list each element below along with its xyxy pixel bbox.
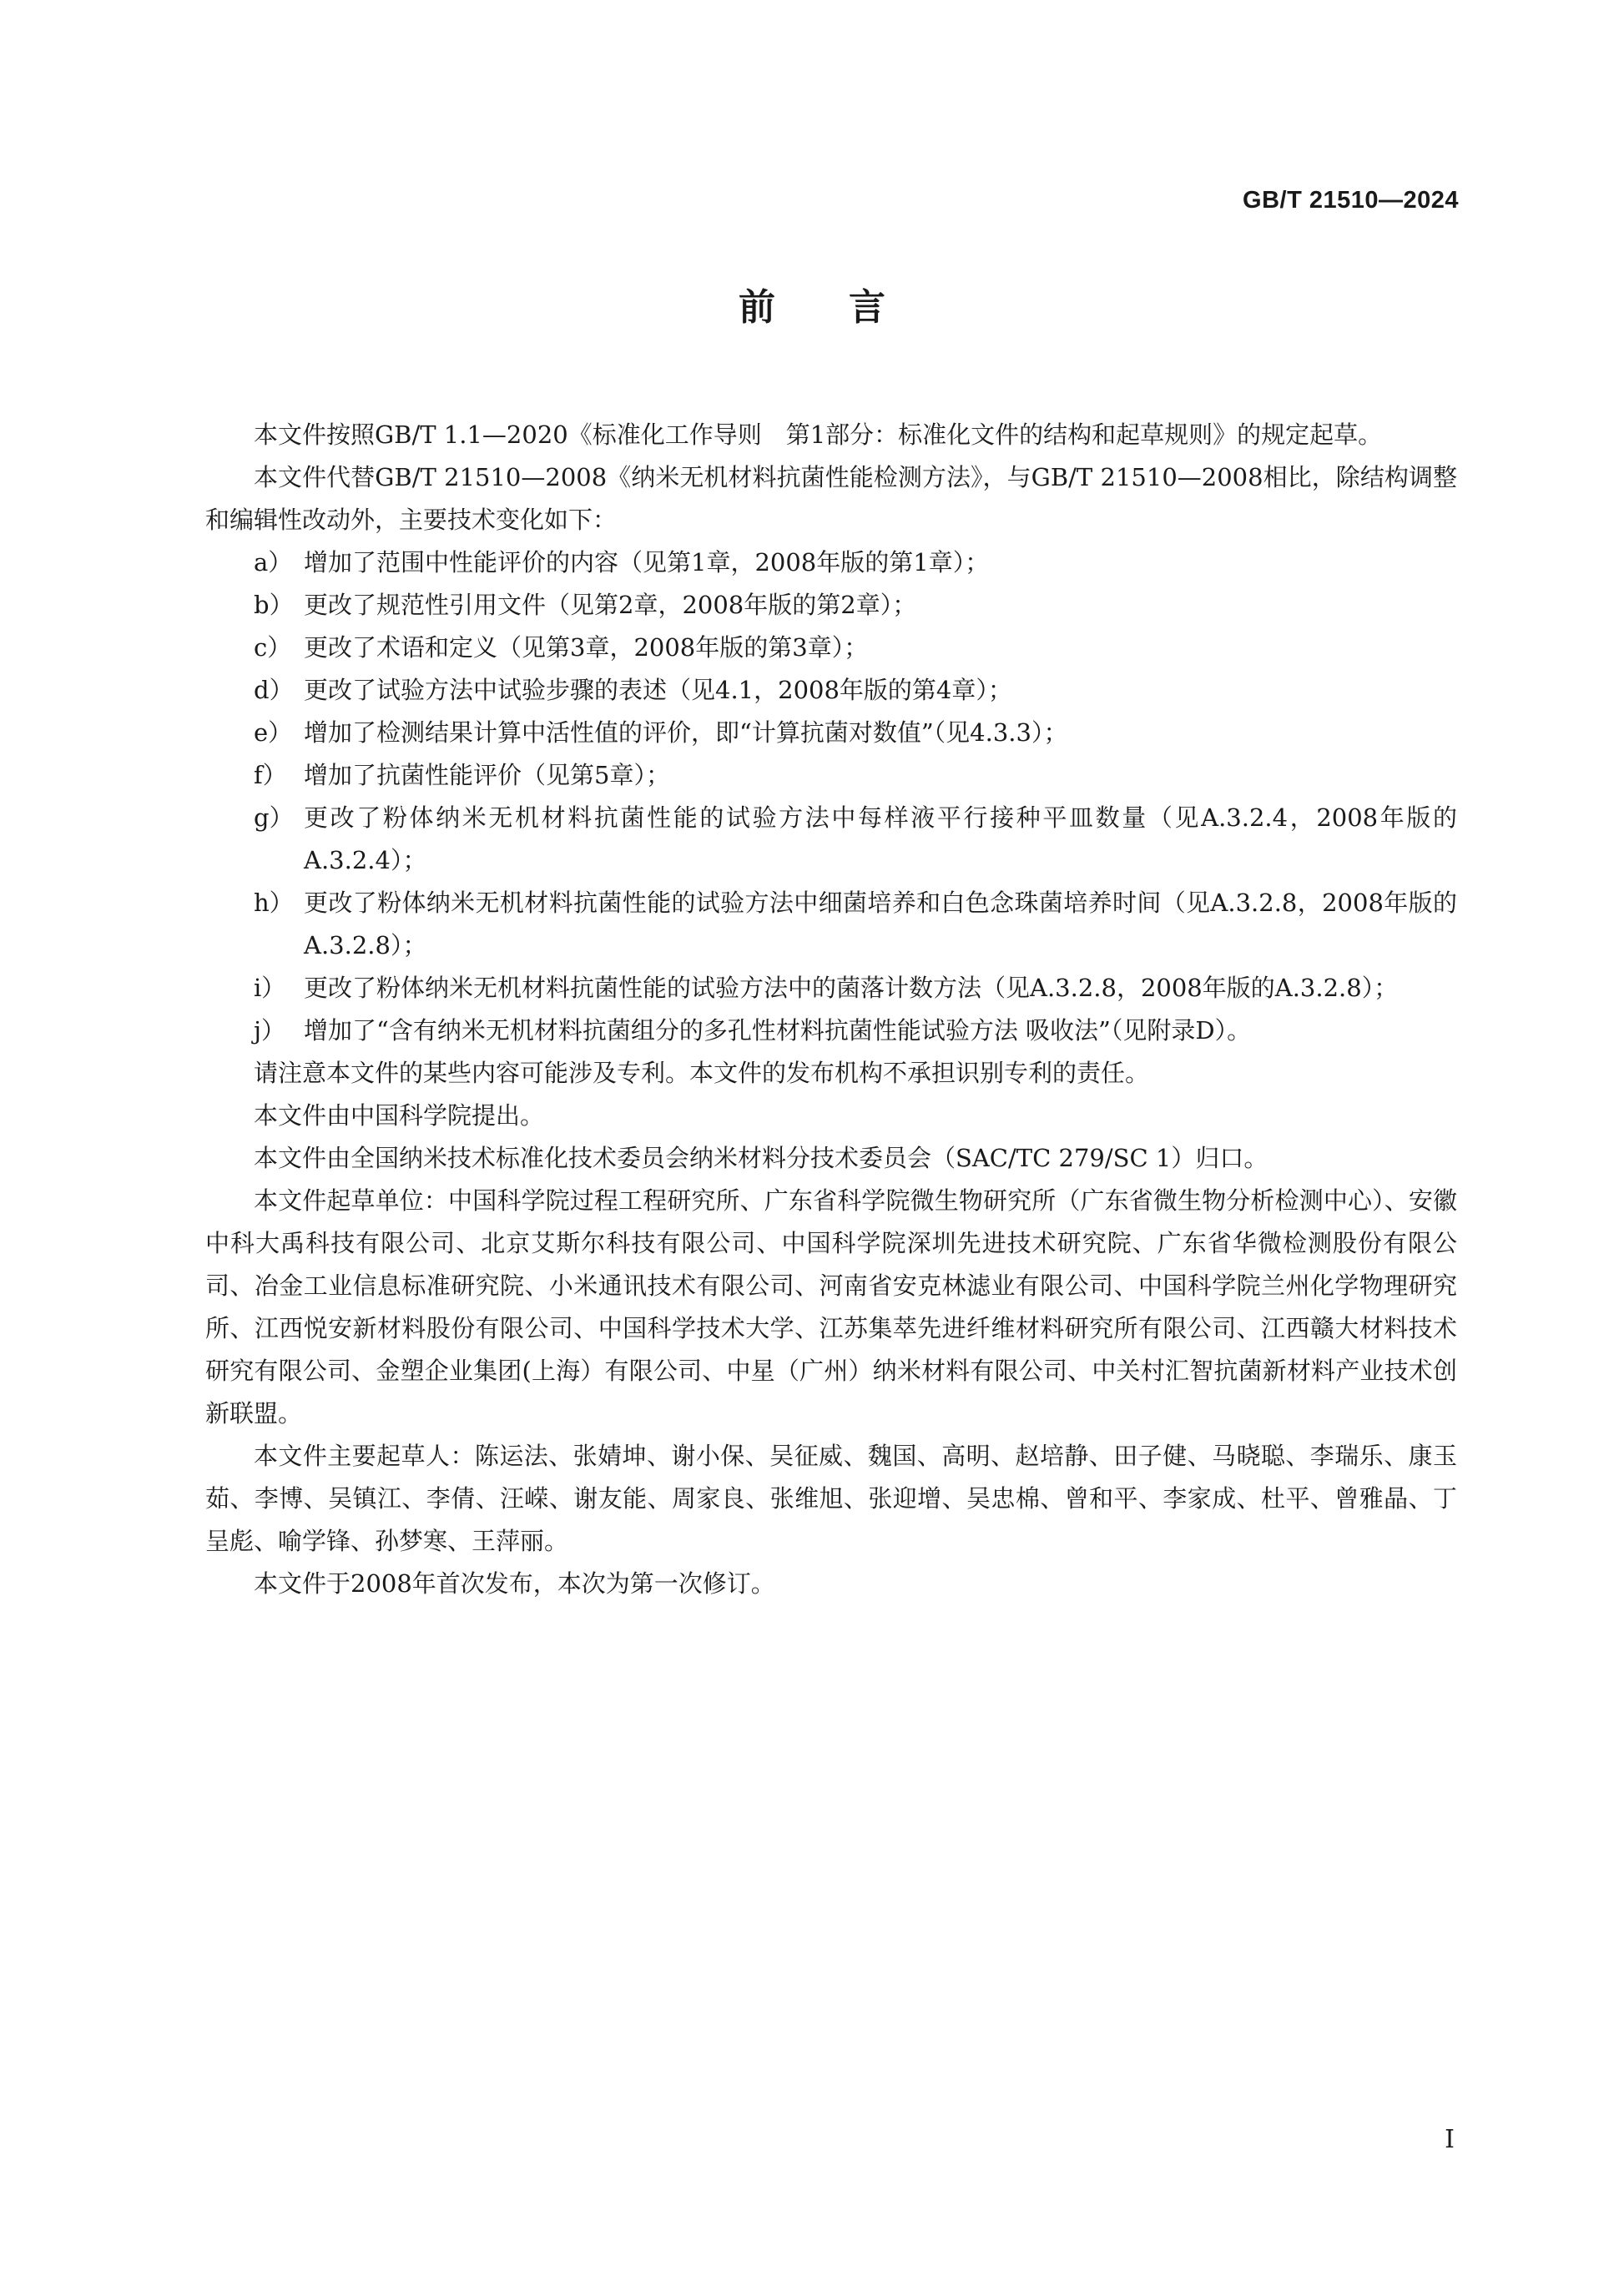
list-text: 增加了抗菌性能评价（见第5章）；	[304, 761, 670, 789]
list-text: 更改了粉体纳米无机材料抗菌性能的试验方法中细菌培养和白色念珠菌培养时间（见A.3.2.8，2008年版的A.3.2.8）；	[304, 889, 1457, 959]
list-text: 更改了粉体纳米无机材料抗菌性能的试验方法中的菌落计数方法（见A.3.2.8，2008年版的A.3.2.8）；	[304, 974, 1399, 1002]
paragraph-drafters: 本文件主要起草人：陈运法、张婧坤、谢小保、吴征威、魏国、高明、赵培静、田子健、马晓聪、李瑞乐、康玉茹、李博、吴镇江、李倩、汪嵘、谢友能、周家良、张维旭、张迎增、吴忠棉、曾和平、李家成、杜平、曾雅晶、丁呈彪、喻学锋、孙梦寒、王萍丽。	[205, 1442, 1457, 1555]
list-text: 更改了粉体纳米无机材料抗菌性能的试验方法中每样液平行接种平皿数量（见A.3.2.4，2008年版的A.3.2.4）；	[304, 803, 1457, 874]
list-text: 更改了规范性引用文件（见第2章，2008年版的第2章）；	[304, 591, 917, 619]
paragraph-responsible-committee: 本文件由全国纳米技术标准化技术委员会纳米材料分技术委员会（SAC/TC 279/SC 1）归口。	[254, 1144, 1268, 1172]
paragraph-publication-history: 本文件于2008年首次发布，本次为第一次修订。	[254, 1569, 775, 1598]
list-item	[205, 712, 1457, 754]
list-item	[205, 882, 1457, 967]
list-item	[205, 1010, 1457, 1052]
list-text: 更改了术语和定义（见第3章，2008年版的第3章）；	[304, 633, 869, 662]
paragraph-proposer: 本文件由中国科学院提出。	[254, 1101, 545, 1130]
list-marker: a）	[254, 548, 293, 577]
page-title-char: 言	[849, 286, 885, 329]
list-item	[205, 669, 1457, 712]
paragraph-patent-notice: 请注意本文件的某些内容可能涉及专利。本文件的发布机构不承担识别专利的责任。	[254, 1059, 1150, 1087]
list-item	[205, 754, 1457, 797]
list-marker: j）	[254, 1016, 285, 1045]
list-marker: i）	[254, 974, 286, 1002]
page-number: I	[1445, 2125, 1455, 2154]
paragraph-replaces: 本文件代替GB/T 21510—2008《纳米无机材料抗菌性能检测方法》，与GB/T 21510—2008相比，除结构调整和编辑性改动外，主要技术变化如下：	[205, 463, 1457, 534]
list-text: 增加了范围中性能评价的内容（见第1章，2008年版的第1章）；	[304, 548, 990, 577]
standard-number: GB/T 21510—2024	[1243, 187, 1459, 214]
paragraph-drafting-organizations: 本文件起草单位：中国科学院过程工程研究所、广东省科学院微生物研究所（广东省微生物分析检测中心）、安徽中科大禹科技有限公司、北京艾斯尔科技有限公司、中国科学院深圳先进技术研究院、广东省华微检测股份有限公司、冶金工业信息标准研究院、小米通讯技术有限公司、河南省安克林滤业有限公司、中国科学院兰州化学物理研究所、江西悦安新材料股份有限公司、中国科学技术大学、江苏集萃先进纤维材料研究所有限公司、江西赣大材料技术研究有限公司、金塑企业集团(上海）有限公司、中星（广州）纳米材料有限公司、中关村汇智抗菌新材料产业技术创新联盟。	[205, 1186, 1457, 1427]
page-title-char: 前	[739, 286, 775, 329]
list-item	[205, 797, 1457, 882]
list-marker: e）	[254, 718, 293, 747]
list-item	[205, 584, 1457, 627]
list-marker: d）	[254, 676, 294, 704]
list-marker: g）	[254, 803, 294, 832]
list-item	[205, 627, 1457, 669]
paragraph-drafting-rules: 本文件按照GB/T 1.1—2020《标准化工作导则 第1部分：标准化文件的结构和起草规则》的规定起草。	[254, 420, 1383, 449]
list-marker: b）	[254, 591, 294, 619]
list-marker: c）	[254, 633, 292, 662]
list-text: 增加了检测结果计算中活性值的评价，即“计算抗菌对数值”（见4.3.3）；	[304, 718, 1068, 747]
list-item	[205, 541, 1457, 584]
list-text: 更改了试验方法中试验步骤的表述（见4.1，2008年版的第4章）；	[304, 676, 1012, 704]
list-marker: f）	[254, 761, 287, 789]
list-text: 增加了“含有纳米无机材料抗菌组分的多孔性材料抗菌性能试验方法 吸收法”（见附录D）。	[304, 1016, 1252, 1045]
list-item	[205, 967, 1457, 1010]
list-marker: h）	[254, 889, 294, 917]
page-title	[0, 277, 1624, 330]
foreword-body	[205, 414, 1457, 1605]
